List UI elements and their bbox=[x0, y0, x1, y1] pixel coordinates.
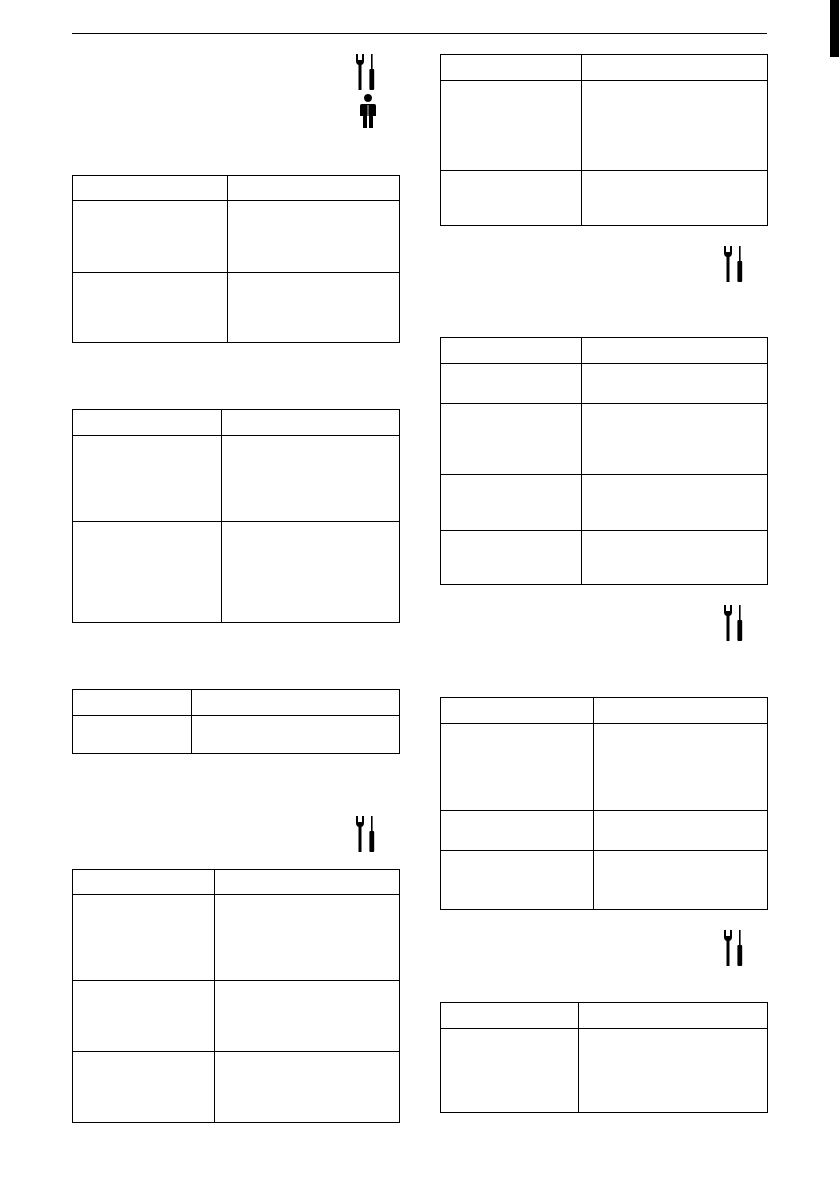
column-divider bbox=[578, 1003, 579, 1112]
wrench-screwdriver-icon bbox=[354, 816, 378, 852]
column-divider bbox=[581, 338, 582, 584]
table-row bbox=[441, 363, 767, 403]
table-row bbox=[73, 176, 399, 200]
table-row bbox=[441, 698, 767, 723]
table-row bbox=[73, 715, 399, 755]
table-row bbox=[441, 530, 767, 586]
header-rule bbox=[72, 33, 767, 34]
table-7 bbox=[440, 697, 768, 910]
table-4 bbox=[72, 869, 400, 1123]
table-5 bbox=[440, 54, 768, 226]
table-row bbox=[73, 521, 399, 624]
table-row bbox=[441, 850, 767, 911]
table-row bbox=[441, 170, 767, 227]
table-6 bbox=[440, 337, 768, 585]
column-divider bbox=[214, 870, 215, 1122]
table-row bbox=[441, 810, 767, 850]
person-icon bbox=[358, 94, 378, 128]
column-divider bbox=[581, 55, 582, 225]
table-row bbox=[73, 1051, 399, 1124]
table-row bbox=[73, 980, 399, 1051]
table-3 bbox=[72, 689, 400, 754]
wrench-screwdriver-icon bbox=[722, 605, 746, 641]
table-row bbox=[73, 200, 399, 272]
table-row bbox=[73, 870, 399, 894]
column-divider bbox=[191, 690, 192, 753]
column-divider bbox=[593, 698, 594, 909]
table-row bbox=[73, 272, 399, 344]
table-row bbox=[441, 1003, 767, 1028]
table-row bbox=[73, 894, 399, 980]
wrench-screwdriver-icon bbox=[722, 246, 746, 282]
table-2 bbox=[72, 409, 400, 623]
table-row bbox=[73, 690, 399, 715]
table-row bbox=[441, 338, 767, 363]
table-row bbox=[441, 1028, 767, 1114]
table-row bbox=[441, 55, 767, 80]
table-row bbox=[441, 403, 767, 474]
column-divider bbox=[227, 176, 228, 342]
table-row bbox=[441, 723, 767, 810]
table-row bbox=[73, 435, 399, 521]
table-row bbox=[441, 474, 767, 530]
wrench-screwdriver-icon bbox=[722, 930, 746, 966]
table-1 bbox=[72, 175, 400, 343]
table-row bbox=[441, 80, 767, 170]
column-divider bbox=[221, 410, 222, 622]
wrench-screwdriver-icon bbox=[354, 54, 378, 90]
page-edge-tab bbox=[830, 0, 839, 57]
table-row bbox=[73, 410, 399, 435]
table-8 bbox=[440, 1002, 768, 1113]
